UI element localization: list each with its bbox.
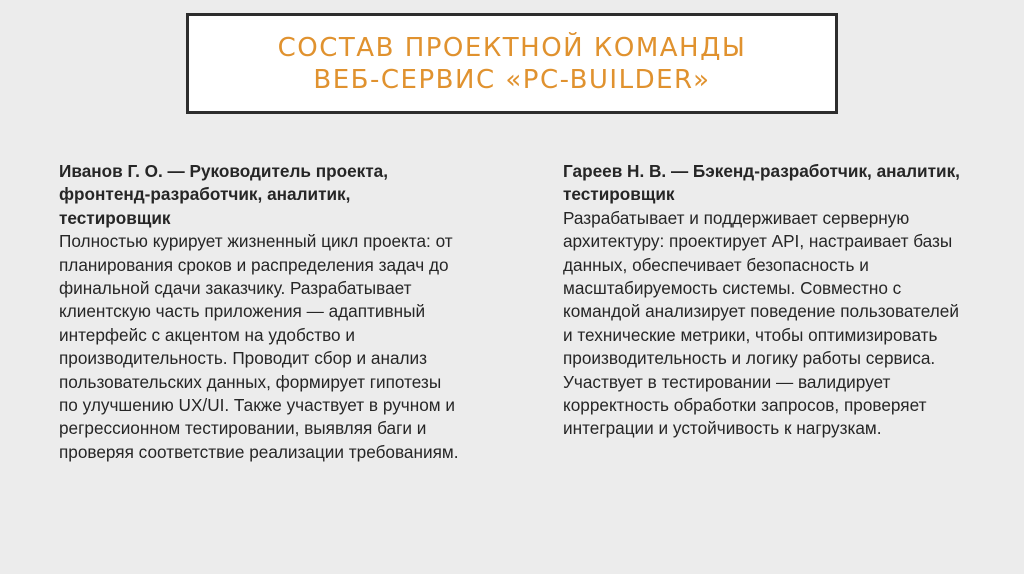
slide-title-line-2: ВЕБ-СЕРВИС «PC-BUILDER» xyxy=(313,64,711,95)
member-heading: Иванов Г. О. — Руководитель проекта, фронтенд-разработчик, аналитик, тестировщик xyxy=(59,161,389,228)
member-card-gareev xyxy=(563,160,963,441)
member-heading: Гареев Н. В. — Бэкенд-разработчик, аналитик, тестировщик xyxy=(563,161,960,205)
member-description: Полностью курирует жизненный цикл проекта: от планирования сроков и распределения задач до финальной сдачи заказчику. Разрабатывает клиентскую часть приложения — адаптивный интерфейс с акцентом на удобство и производительность. Проводит сбор и анализ пользовательских данных, формирует гипотезы по улучшению UX/UI. Также участвует в ручном и регрессионном тестировании, выявляя баги и проверяя соответствие реализации требованиям. xyxy=(59,231,459,462)
slide-title-box xyxy=(186,13,838,114)
member-description: Разрабатывает и поддерживает серверную архитектуру: проектирует API, настраивает базы данных, обеспечивает безопасность и масштабируемость системы. Совместно с командой анализирует поведение пользователей и технические метрики, чтобы оптимизировать производительность и логику работы сервиса. Участвует в тестировании — валидирует корректность обработки запросов, проверяет интеграции и устойчивость к нагрузкам. xyxy=(563,207,959,439)
slide-title-line-1: СОСТАВ ПРОЕКТНОЙ КОМАНДЫ xyxy=(277,32,747,63)
member-card-ivanov xyxy=(59,160,459,464)
